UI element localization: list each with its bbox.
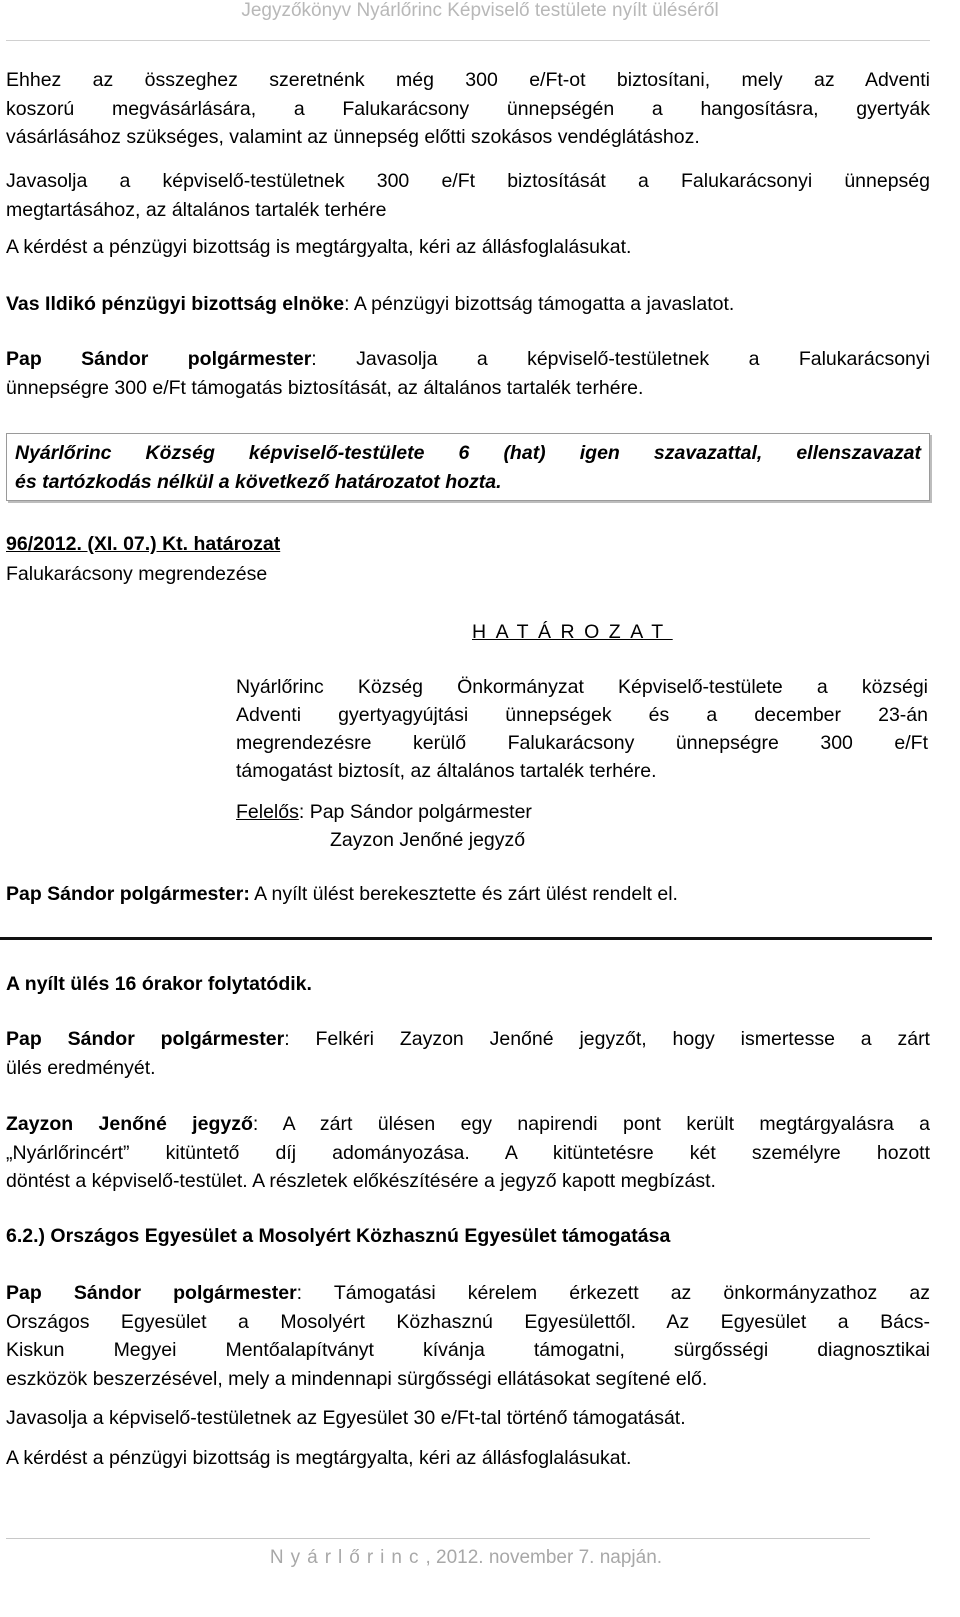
paragraph-notary-report xyxy=(6,1110,930,1196)
footer-place: Nyárlőrinc xyxy=(269,1547,426,1568)
speaker-name: Pap Sándor polgármester xyxy=(6,1282,297,1304)
speech-text: : A zárt ülésen egy napirendi pont került megtárgyalásra a xyxy=(252,1113,930,1135)
paragraph-funding xyxy=(6,66,930,152)
footer-divider xyxy=(6,1538,870,1539)
paragraph-committee-chair xyxy=(6,290,930,319)
text-line: megrendezésre kerülő Falukarácsony ünnepségre 300 e/Ft xyxy=(236,732,928,754)
speaker-name: Pap Sándor polgármester: xyxy=(6,883,250,905)
paragraph-committee-2: A kérdést a pénzügyi bizottság is megtárgyalta, kéri az állásfoglalásukat. xyxy=(6,1447,632,1469)
text-line: Ehhez az összeghez szeretnénk még 300 e/Ft-ot biztosítani, mely az Adventi xyxy=(6,69,930,91)
speaker-name: Pap Sándor polgármester xyxy=(6,1028,285,1050)
paragraph-proposal xyxy=(6,167,930,224)
text-line: Nyárlőrinc Község Önkormányzat Képviselő-testülete a községi xyxy=(236,676,928,698)
session-resume: A nyílt ülés 16 órakor folytatódik. xyxy=(6,973,312,995)
paragraph-mayor-proposal xyxy=(6,345,930,402)
text-line xyxy=(6,345,930,374)
speech-text: : Támogatási kérelem érkezett az önkormányzathoz az xyxy=(296,1282,930,1304)
text-line: és tartózkodás nélkül a következő határozatot hozta. xyxy=(15,470,502,493)
speaker-name: Vas Ildikó pénzügyi bizottság elnöke xyxy=(6,293,345,315)
responsible-person: Zayzon Jenőné jegyző xyxy=(330,829,526,851)
responsible-label: Felelős xyxy=(236,801,299,823)
resolution-subject: Falukarácsony megrendezése xyxy=(6,563,268,585)
header-divider xyxy=(6,40,930,41)
text-line: ünnepségre 300 e/Ft támogatás biztosítását, az általános tartalék terhére. xyxy=(6,376,644,399)
paragraph-support-proposal: Javasolja a képviselő-testületnek az Egyesület 30 e/Ft-tal történő támogatását. xyxy=(6,1407,686,1429)
section-divider xyxy=(0,937,932,940)
text-line: Kiskun Megyei Mentőalapítványt kívánja támogatni, sürgősségi diagnosztikai xyxy=(6,1339,930,1361)
text-line: támogatást biztosít, az általános tartalék terhére. xyxy=(236,760,657,782)
responsible-line xyxy=(236,798,928,826)
text-line xyxy=(6,1025,930,1054)
page-footer xyxy=(0,1547,932,1569)
speaker-name: Pap Sándor polgármester xyxy=(6,348,312,370)
text-line: „Nyárlőrincért” kitüntető díj adományozása. A kitüntetésre két személyre hozott xyxy=(6,1141,930,1164)
speech-text: A nyílt ülést berekesztette és zárt ülést rendelt el. xyxy=(249,883,678,905)
paragraph-committee: A kérdést a pénzügyi bizottság is megtárgyalta, kéri az állásfoglalásukat. xyxy=(6,236,632,258)
text-line: Nyárlőrinc Község képviselő-testülete 6 (hat) igen szavazattal, ellenszavazat xyxy=(15,442,921,464)
text-line: eszközök beszerzésével, mely a mindennapi sürgősségi ellátásokat segítené elő. xyxy=(6,1367,708,1390)
text-line: Országos Egyesület a Mosolyért Közhasznú Egyesülettől. Az Egyesület a Bács- xyxy=(6,1310,930,1333)
text-line: Adventi gyertyagyújtási ünnepségek és a december 23-án xyxy=(236,704,928,726)
paragraph-support-request xyxy=(6,1279,930,1393)
text-line: koszorú megvásárlására, a Falukarácsony ünnepségén a hangosításra, gyertyák xyxy=(6,97,930,120)
vote-result-box xyxy=(6,433,930,501)
text-line xyxy=(6,1279,930,1308)
text-line: Javasolja a képviselő-testületnek 300 e/Ft biztosítását a Falukarácsonyi ünnepség xyxy=(6,170,930,192)
text-line: ülés eredményét. xyxy=(6,1056,156,1079)
paragraph-mayor-request xyxy=(6,1025,930,1082)
text-line xyxy=(6,1110,930,1139)
speech-text: : A pénzügyi bizottság támogatta a javaslatot. xyxy=(344,293,735,315)
speech-text: : Javasolja a képviselő-testületnek a Falukarácsonyi xyxy=(311,348,930,370)
text-line: megtartásához, az általános tartalék terhére xyxy=(6,198,387,221)
footer-date: , 2012. november 7. napján. xyxy=(425,1547,663,1568)
speech-text: : Felkéri Zayzon Jenőné jegyzőt, hogy ismertesse a zárt xyxy=(284,1028,930,1050)
resolution-number: 96/2012. (XI. 07.) Kt. határozat xyxy=(6,533,281,555)
responsible-person: : Pap Sándor polgármester xyxy=(298,801,532,823)
text-line: döntést a képviselő-testület. A részletek előkészítésére a jegyző kapott megbízást. xyxy=(6,1170,716,1192)
text-line: vásárlásához szükséges, valamint az ünnepség előtti szokásos vendéglátáshoz. xyxy=(6,126,700,148)
paragraph-closing xyxy=(6,880,930,909)
resolution-heading: HATÁROZAT xyxy=(472,621,673,643)
resolution-body xyxy=(236,673,928,854)
section-heading: 6.2.) Országos Egyesület a Mosolyért Közhasznú Egyesület támogatása xyxy=(6,1225,671,1247)
speaker-name: Zayzon Jenőné jegyző xyxy=(6,1113,253,1135)
page-header: Jegyzőkönyv Nyárlőrinc Képviselő testülete nyílt üléséről xyxy=(241,0,719,21)
